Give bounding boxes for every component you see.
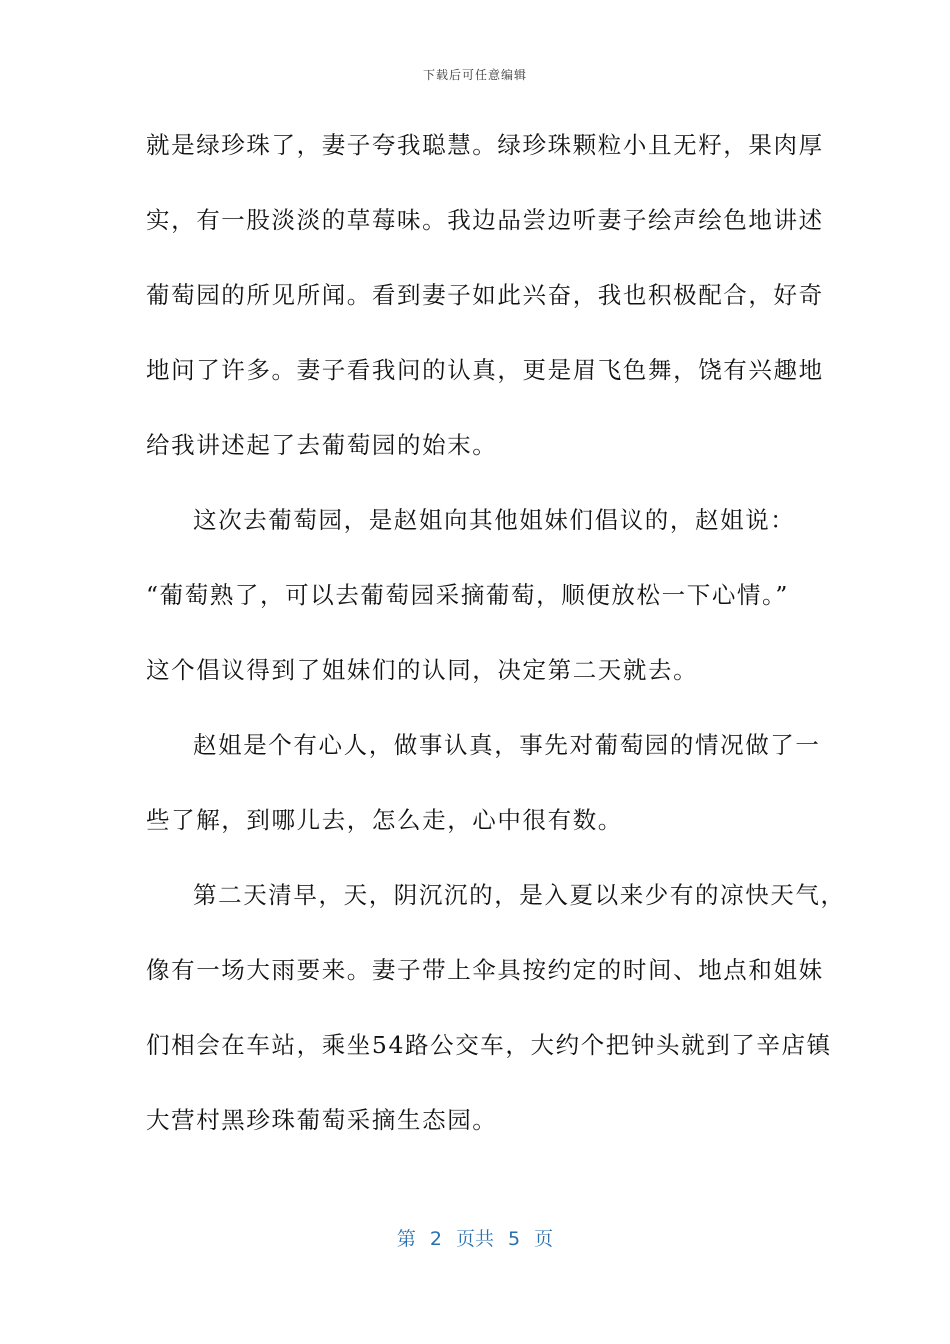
- page-footer: [0, 1224, 950, 1251]
- paragraph-first-line: 这次去葡萄园，是赵姐向其他姐妹们倡议的，赵姐说：: [193, 506, 796, 534]
- paragraph-first-line: 第二天清早，天，阴沉沉的，是入夏以来少有的凉快天气，: [193, 881, 846, 909]
- text-line: 像有一场大雨要来。妻子带上伞具按约定的时间、地点和姐妹: [146, 956, 824, 984]
- footer-di: 第: [396, 1228, 416, 1250]
- footer-total-pages: 5: [508, 1228, 521, 1250]
- text-line: 这个倡议得到了姐妹们的认同，决定第二天就去。: [146, 656, 699, 684]
- page-header-note: 下载后可任意编辑: [422, 68, 527, 82]
- text-line: 葡萄园的所见所闻。看到妻子如此兴奋，我也积极配合，好奇: [146, 281, 824, 309]
- body-text: [146, 118, 846, 1168]
- text-line: 实，有一股淡淡的草莓味。我边品尝边听妻子绘声绘色地讲述: [146, 206, 824, 234]
- paragraph-first-line: 赵姐是个有心人，做事认真，事先对葡萄园的情况做了一: [193, 731, 821, 759]
- text-line: “葡萄熟了，可以去葡萄园采摘葡萄，顺便放松一下心情。”: [146, 581, 789, 609]
- text-line: 给我讲述起了去葡萄园的始末。: [146, 431, 498, 459]
- footer-ye: 页: [534, 1228, 554, 1250]
- text-line: 就是绿珍珠了，妻子夸我聪慧。绿珍珠颗粒小且无籽，果肉厚: [146, 131, 824, 159]
- text-line: 大营村黑珍珠葡萄采摘生态园。: [146, 1106, 498, 1134]
- footer-ye-gong: 页共: [455, 1228, 494, 1250]
- text-line: 些了解，到哪儿去，怎么走，心中很有数。: [146, 806, 623, 834]
- footer-current-page: 2: [429, 1228, 442, 1250]
- text-line: 地问了许多。妻子看我问的认真，更是眉飞色舞，饶有兴趣地: [146, 356, 824, 384]
- text-line: 们相会在车站，乘坐54路公交车，大约个把钟头就到了辛店镇: [146, 1031, 832, 1059]
